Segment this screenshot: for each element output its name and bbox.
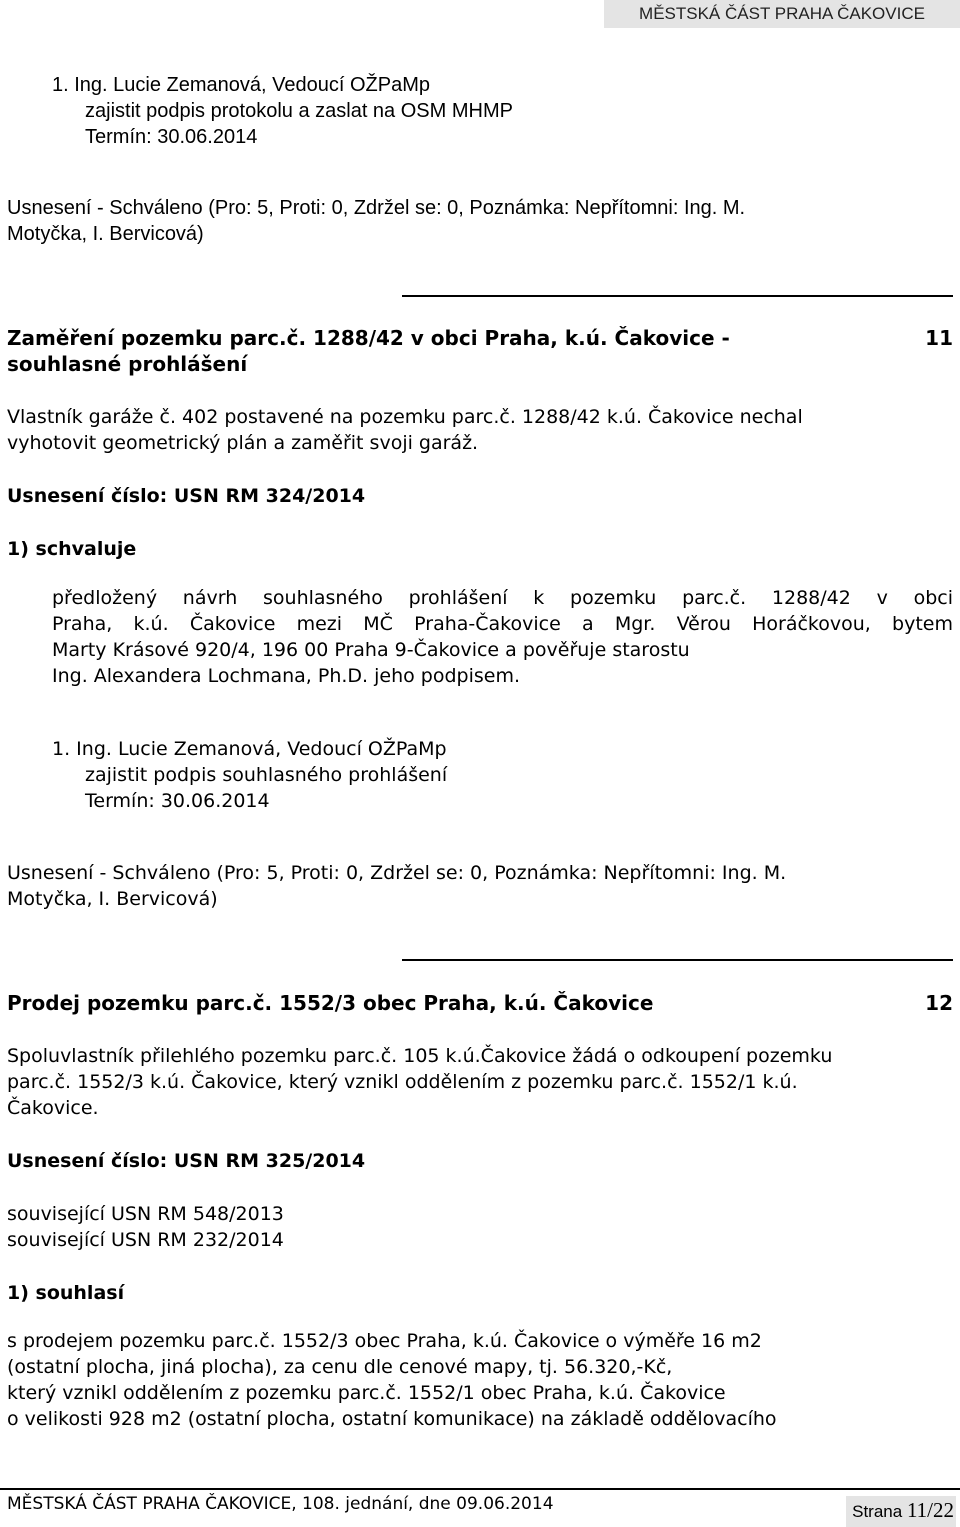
task-line: 1. Ing. Lucie Zemanová, Vedoucí OŽPaMp [52, 74, 430, 96]
agenda-item-title [7, 325, 953, 351]
task-line: 1. Ing. Lucie Zemanová, Vedoucí OŽPaMp [52, 738, 447, 760]
page-number [846, 1496, 956, 1527]
agenda-item-number: 12 [925, 991, 953, 1015]
agenda-item-title-text: Zaměření pozemku parc.č. 1288/42 v obci Praha, k.ú. Čakovice - [7, 326, 730, 350]
task-deadline: Termín: 30.06.2014 [85, 126, 258, 148]
resolution-text-cont: (ostatní plocha, jiná plocha), za cenu dle cenové mapy, tj. 56.320,-Kč, [7, 1356, 673, 1378]
vote-result-cont: Motyčka, I. Bervicová) [7, 223, 204, 245]
item-description: Spoluvlastník přilehlého pozemku parc.č. 105 k.ú.Čakovice žádá o odkoupení pozemku [7, 1045, 833, 1067]
agenda-item-number: 11 [925, 326, 953, 350]
resolution-number: Usnesení číslo: USN RM 324/2014 [7, 485, 366, 507]
task-action: zajistit podpis protokolu a zaslat na OSM MHMP [85, 100, 513, 122]
resolution-text: s prodejem pozemku parc.č. 1552/3 obec Praha, k.ú. Čakovice o výměře 16 m2 [7, 1330, 762, 1352]
resolution-text: předložený návrh souhlasného prohlášení k pozemku parc.č. 1288/42 v obci [52, 587, 953, 609]
resolution-text-cont: Marty Krásové 920/4, 196 00 Praha 9-Čakovice a pověřuje starostu [52, 639, 690, 661]
related-resolution: související USN RM 232/2014 [7, 1229, 284, 1251]
agenda-item-title-cont: souhlasné prohlášení [7, 352, 248, 376]
resolution-text-cont: Praha, k.ú. Čakovice mezi MČ Praha-Čakovice a Mgr. Věrou Horáčkovou, bytem [52, 613, 953, 635]
resolution-point: 1) schvaluje [7, 538, 137, 560]
task-deadline: Termín: 30.06.2014 [85, 790, 270, 812]
resolution-text-cont: Ing. Alexandera Lochmana, Ph.D. jeho podpisem. [52, 665, 521, 687]
resolution-point: 1) souhlasí [7, 1282, 125, 1304]
section-divider [402, 295, 953, 297]
page-count: 11/22 [906, 1498, 954, 1522]
resolution-number: Usnesení číslo: USN RM 325/2014 [7, 1150, 366, 1172]
resolution-text-cont: který vznikl oddělením z pozemku parc.č. 1552/1 obec Praha, k.ú. Čakovice [7, 1382, 726, 1404]
page-label: Strana [852, 1502, 903, 1521]
item-description-cont: vyhotovit geometrický plán a zaměřit svoji garáž. [7, 432, 479, 454]
vote-result: Usnesení - Schváleno (Pro: 5, Proti: 0, Zdržel se: 0, Poznámka: Nepřítomni: Ing. M. [7, 197, 746, 219]
agenda-item-title-text: Prodej pozemku parc.č. 1552/3 obec Praha, k.ú. Čakovice [7, 991, 654, 1015]
item-description-cont: Čakovice. [7, 1097, 99, 1119]
footer-meeting-info: MĚSTSKÁ ČÁST PRAHA ČAKOVICE, 108. jednání, dne 09.06.2014 [7, 1494, 554, 1514]
section-divider [402, 959, 953, 961]
vote-result: Usnesení - Schváleno (Pro: 5, Proti: 0, Zdržel se: 0, Poznámka: Nepřítomni: Ing. M. [7, 862, 787, 884]
related-resolution: související USN RM 548/2013 [7, 1203, 284, 1225]
agenda-item-title [7, 990, 953, 1016]
page-header: MĚSTSKÁ ČÁST PRAHA ČAKOVICE [604, 0, 960, 28]
resolution-text-cont: o velikosti 928 m2 (ostatní plocha, ostatní komunikace) na základě oddělovacího [7, 1408, 777, 1430]
task-action: zajistit podpis souhlasného prohlášení [85, 764, 448, 786]
item-description: Vlastník garáže č. 402 postavené na pozemku parc.č. 1288/42 k.ú. Čakovice nechal [7, 406, 803, 428]
page-footer [0, 1488, 960, 1521]
item-description-cont: parc.č. 1552/3 k.ú. Čakovice, který vznikl oddělením z pozemku parc.č. 1552/1 k.ú. [7, 1071, 798, 1093]
vote-result-cont: Motyčka, I. Bervicová) [7, 888, 218, 910]
